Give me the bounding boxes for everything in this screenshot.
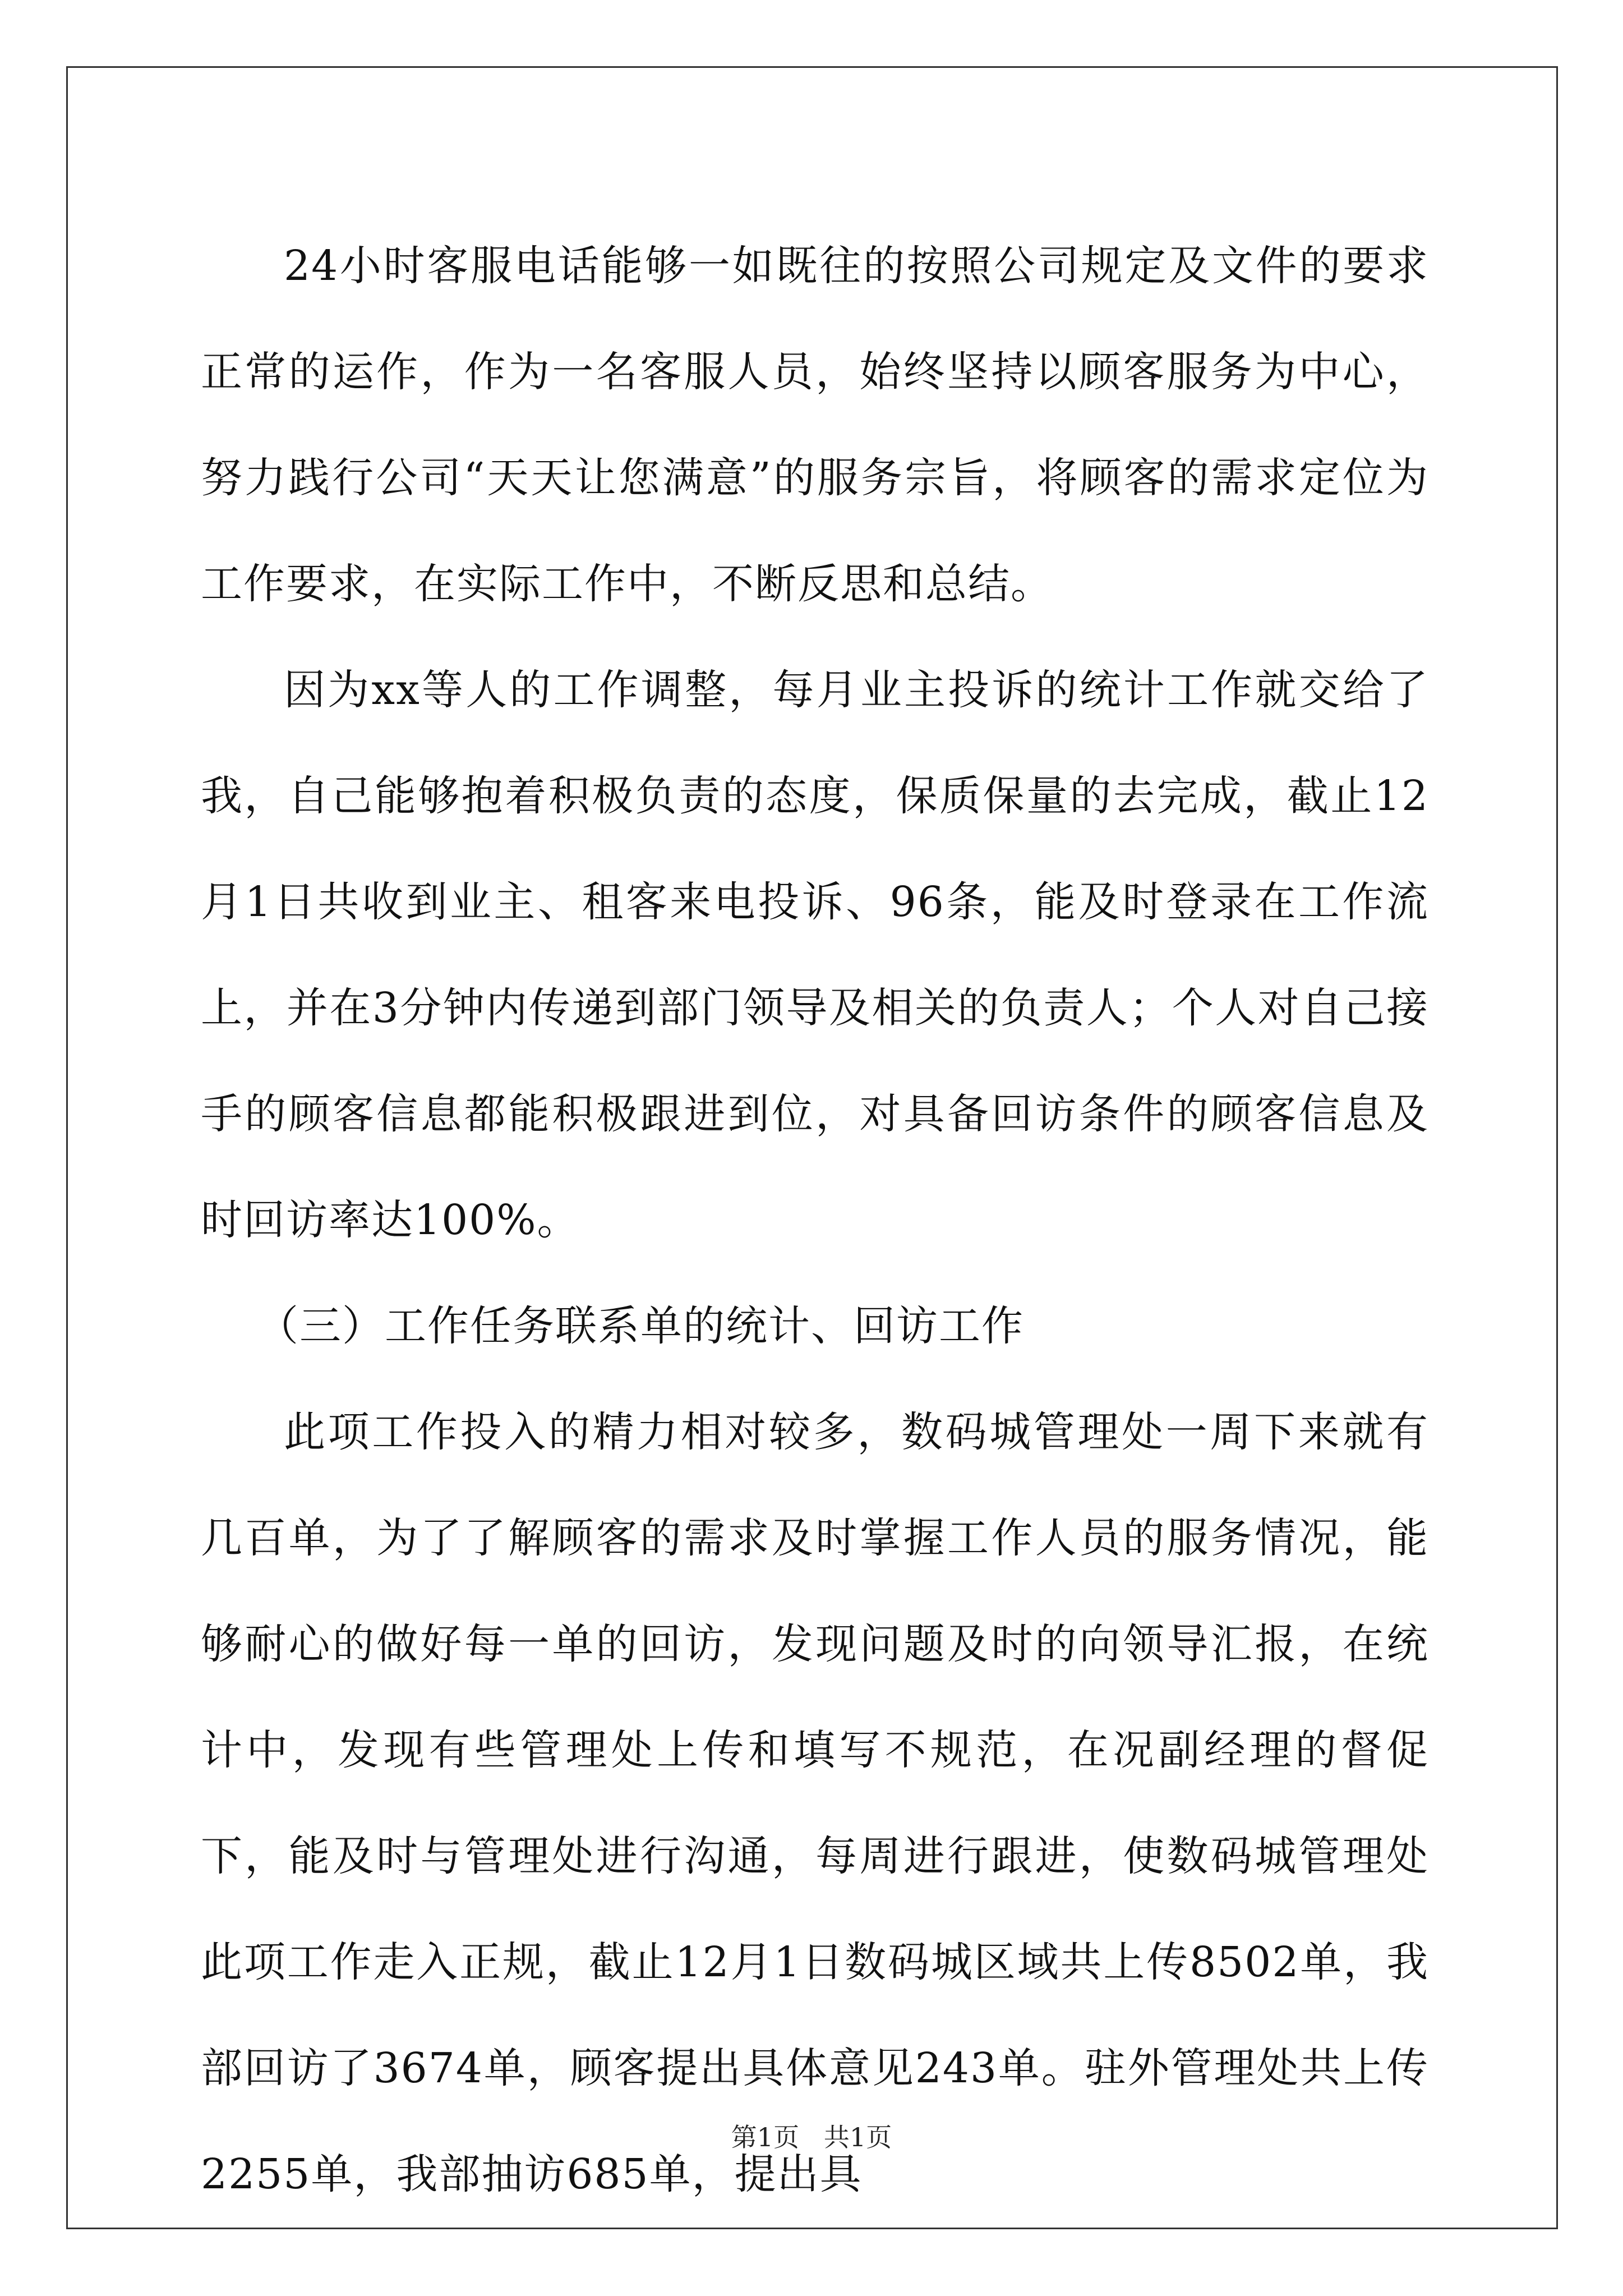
paragraph-task-contact-followup: 此项工作投入的精力相对较多，数码城管理处一周下来就有几百单，为了了解顾客的需求及时掌握工作人员的服务情况，能够耐心的做好每一单的回访，发现问题及时的向领导汇报，在统计中，发现有些管理处上传和填写不规范，在况副经理的督促下，能及时与管理处进行沟通，每周进行跟进，使数码城管理处此项工作走入正规，截止12月1日数码城区域共上传8502单，我部回访了3674单，顾客提出具体意见243单。驻外管理处共上传2255单，我部抽访685单，提出具	[201, 1408, 1429, 2198]
paragraph-customer-hotline: 24小时客服电话能够一如既往的按照公司规定及文件的要求正常的运作，作为一名客服人员，始终坚持以顾客服务为中心，努力践行公司“天天让您满意”的服务宗旨，将顾客的需求定位为工作要求，在实际工作中，不断反思和总结。	[201, 242, 1429, 608]
section-heading-task-contact: （三）工作任务联系单的统计、回访工作	[257, 1302, 1024, 1350]
document-body	[201, 213, 1429, 2228]
paragraph-complaint-statistics: 因为xx等人的工作调整，每月业主投诉的统计工作就交给了我，自己能够抱着积极负责的态度，保质保量的去完成，截止12月1日共收到业主、租客来电投诉、96条，能及时登录在工作流上，并在3分钟内传递到部门领导及相关的负责人；个人对自己接手的顾客信息都能积极跟进到位，对具备回访条件的顾客信息及时回访率达100%。	[201, 666, 1429, 1244]
page-footer: 第1页 共1页	[731, 2122, 892, 2152]
